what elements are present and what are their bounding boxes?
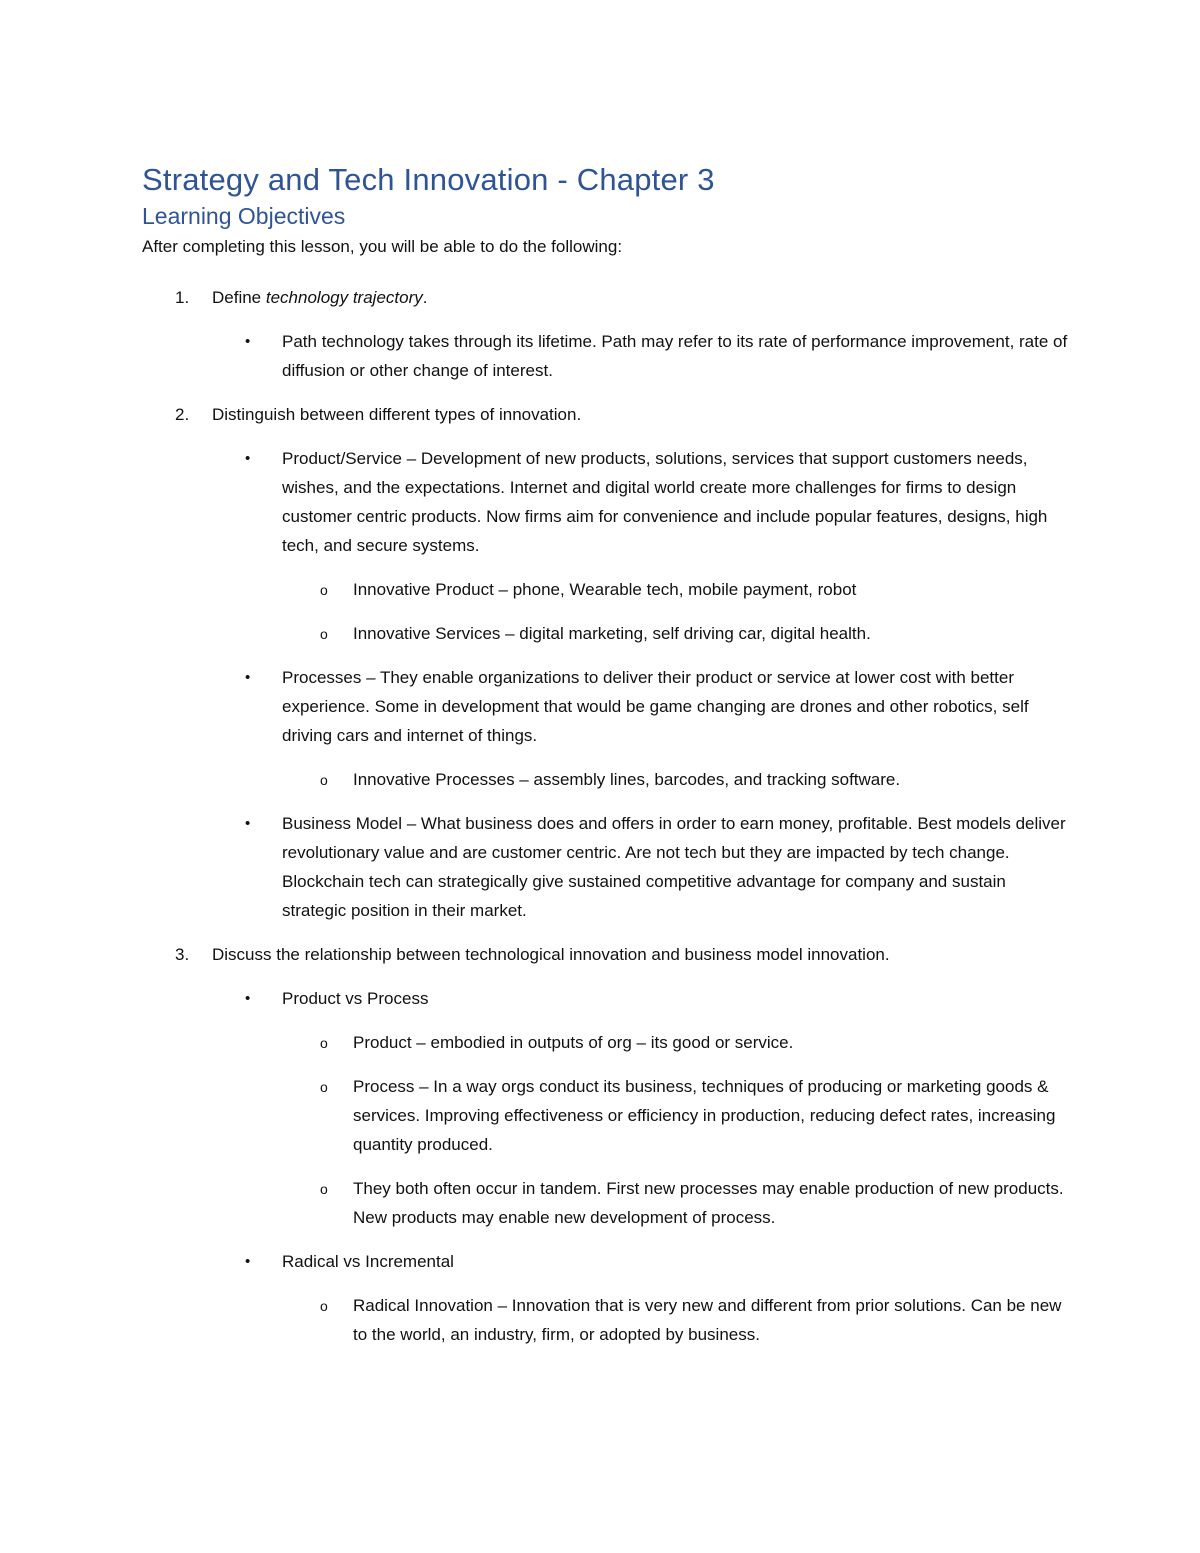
bullet-text: Radical vs Incremental [282,1252,454,1271]
bullet-glyph: • [245,450,251,467]
sub-bullet-glyph: o [320,582,328,598]
sub-bullet-glyph: o [320,1035,328,1051]
objective-number: 3. [175,945,190,964]
sub-bullet-item [142,575,1072,604]
sub-bullet-text: Innovative Product – phone, Wearable tech, mobile payment, robot [353,580,857,599]
bullet-item [142,809,1072,925]
sub-bullet-text: They both often occur in tandem. First new processes may enable production of new products. New products may enable new development of process. [353,1179,1064,1227]
objective-text: Define [212,288,266,307]
bullet-glyph: • [245,990,251,1007]
sub-bullet-item [142,1028,1072,1057]
bullet-item [142,327,1072,385]
objective-term: technology trajectory [265,288,423,307]
objective-text-end: . [422,288,428,307]
sub-bullet-text: Innovative Services – digital marketing, self driving car, digital health. [353,624,871,643]
bullet-text: Processes – They enable organizations to deliver their product or service at lower cost with better experience. Some in development that would be game changing are drones and other robotics, self driving cars and internet of things. [282,668,1029,745]
sub-bullet-text: Product – embodied in outputs of org – its good or service. [353,1033,794,1052]
bullet-text: Business Model – What business does and offers in order to earn money, profitable. Best models deliver revolutionary value and are customer centric. Are not tech but they are impacted by tech change. Blockchain tech can strategically give sustained competitive advantage for company and sustain strategic position in their market. [282,814,1066,920]
sub-bullet-text: Process – In a way orgs conduct its business, techniques of producing or marketing goods & services. Improving effectiveness or efficiency in production, reducing defect rates, increasing quantity produced. [353,1077,1056,1154]
objective-number: 1. [175,288,190,307]
sub-bullet-item [142,765,1072,794]
bullet-glyph: • [245,1253,251,1270]
sub-bullet-text: Innovative Processes – assembly lines, barcodes, and tracking software. [353,770,901,789]
sub-bullet-glyph: o [320,1181,328,1197]
bullet-glyph: • [245,815,251,832]
bullet-text: Path technology takes through its lifetime. Path may refer to its rate of performance improvement, rate of diffusion or other change of interest. [282,332,1068,380]
sub-bullet-item [142,619,1072,648]
section-heading: Learning Objectives [142,203,346,229]
sub-bullet-glyph: o [320,1298,328,1314]
sub-bullet-glyph: o [320,772,328,788]
objective-text: Distinguish between different types of innovation. [212,405,582,424]
document-page [142,160,1072,1364]
bullet-item [142,984,1072,1013]
bullet-item [142,444,1072,560]
bullet-glyph: • [245,333,251,350]
bullet-item [142,663,1072,750]
sub-bullet-item [142,1174,1072,1232]
intro-paragraph: After completing this lesson, you will be able to do the following: [142,237,623,256]
objective-text: Discuss the relationship between technological innovation and business model innovation. [212,945,890,964]
document-title: Strategy and Tech Innovation - Chapter 3 [142,162,715,197]
bullet-text: Product/Service – Development of new products, solutions, services that support customers needs, wishes, and the expectations. Internet and digital world create more challenges for firms to design customer centric products. Now firms aim for convenience and include popular features, designs, high tech, and secure systems. [282,449,1048,555]
bullet-glyph: • [245,669,251,686]
bullet-text: Product vs Process [282,989,429,1008]
sub-bullet-item [142,1291,1072,1349]
bullet-item [142,1247,1072,1276]
sub-bullet-glyph: o [320,626,328,642]
sub-bullet-glyph: o [320,1079,328,1095]
objective-item [142,940,1072,969]
objective-item [142,400,1072,429]
sub-bullet-item [142,1072,1072,1159]
objective-number: 2. [175,405,190,424]
objective-item [142,283,1072,312]
sub-bullet-text: Radical Innovation – Innovation that is very new and different from prior solutions. Can be new to the world, an industry, firm, or adopted by business. [353,1296,1062,1344]
